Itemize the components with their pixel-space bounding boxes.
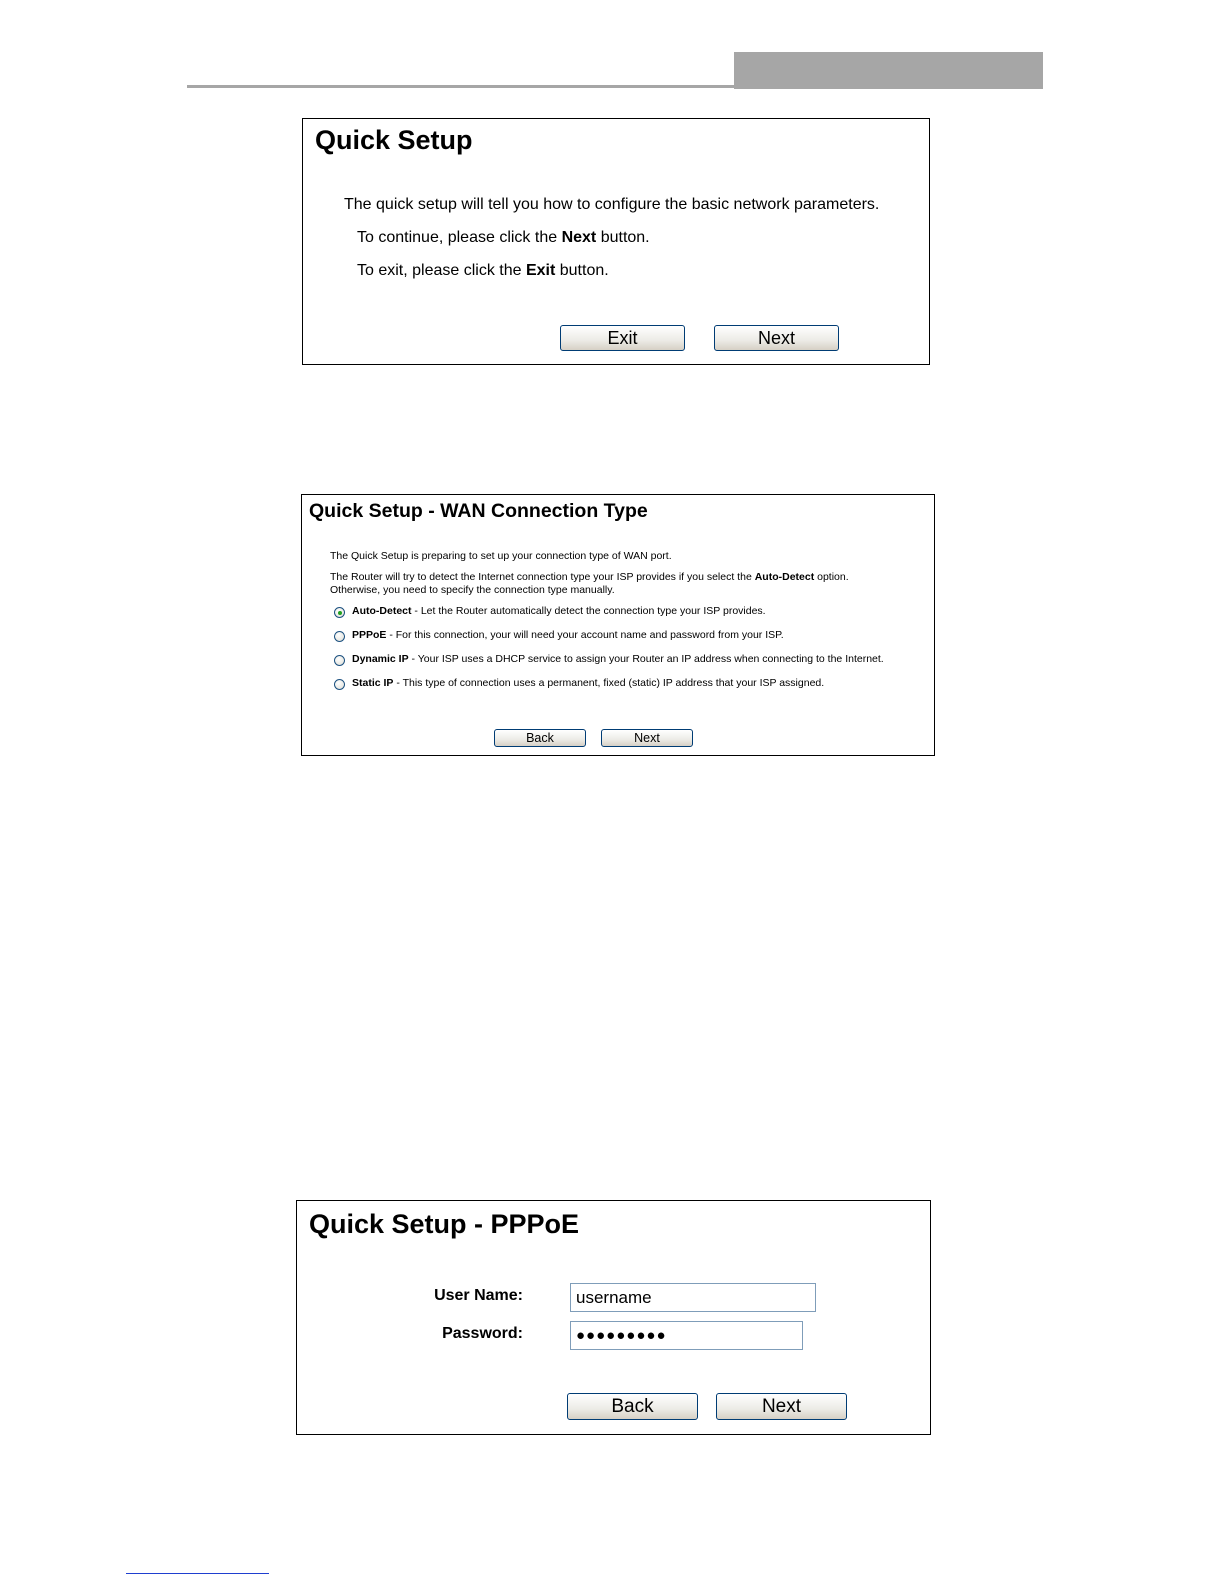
option-desc: - For this connection, your will need your account name and password from your ISP. [386,629,784,641]
option-desc: - Let the Router automatically detect the connection type your ISP provides. [411,605,766,617]
option-name: PPPoE [352,629,387,641]
wan-connection-type-panel [301,494,935,756]
radio-icon[interactable] [334,655,345,666]
detect-instruction [330,571,849,583]
detect-text: The Router will try to detect the Internet connection type your ISP provides if you select the [330,571,755,583]
detect-post: option. [814,571,849,583]
option-name: Static IP [352,677,394,689]
intro-text: The quick setup will tell you how to configure the basic network parameters. [344,196,880,213]
detect-bold: Auto-Detect [754,571,815,583]
option-desc: - Your ISP uses a DHCP service to assign your Router an IP address when connecting to the Internet. [408,653,884,665]
password-field[interactable] [570,1321,803,1350]
option-label [352,605,766,617]
exit-post: button. [555,262,609,279]
exit-instruction [357,262,609,280]
next-button[interactable]: Next [601,729,693,747]
detect-instruction-2: Otherwise, you need to specify the connection type manually. [330,584,615,596]
quick-setup-panel [302,118,930,365]
next-button[interactable]: Next [716,1393,847,1420]
page-title: Quick Setup - PPPoE [309,1209,580,1239]
username-field[interactable] [570,1283,816,1312]
page-title: Quick Setup - WAN Connection Type [309,500,648,522]
continue-text: To continue, please click the [357,229,562,246]
exit-button[interactable]: Exit [560,325,685,351]
footer-link-underline [126,1573,269,1574]
option-label [352,629,784,641]
option-name: Auto-Detect [352,605,412,617]
password-label: Password: [442,1325,523,1342]
intro-text: The Quick Setup is preparing to set up your connection type of WAN port. [330,550,672,562]
option-desc: - This type of connection uses a permanent, fixed (static) IP address that your ISP assigned. [393,677,825,689]
next-button[interactable]: Next [714,325,839,351]
back-button[interactable]: Back [494,729,586,747]
radio-icon[interactable] [334,679,345,690]
username-label: User Name: [434,1287,523,1304]
continue-post: button. [596,229,650,246]
option-label [352,677,824,689]
page-title: Quick Setup [315,125,473,155]
radio-icon[interactable] [334,607,345,618]
option-label [352,653,884,665]
pppoe-panel [296,1200,931,1435]
header-tab [734,52,1043,89]
continue-bold: Next [561,229,597,246]
back-button[interactable]: Back [567,1393,698,1420]
continue-instruction [357,229,650,247]
radio-icon[interactable] [334,631,345,642]
option-name: Dynamic IP [352,653,409,665]
exit-text: To exit, please click the [357,262,526,279]
exit-bold: Exit [525,262,556,279]
